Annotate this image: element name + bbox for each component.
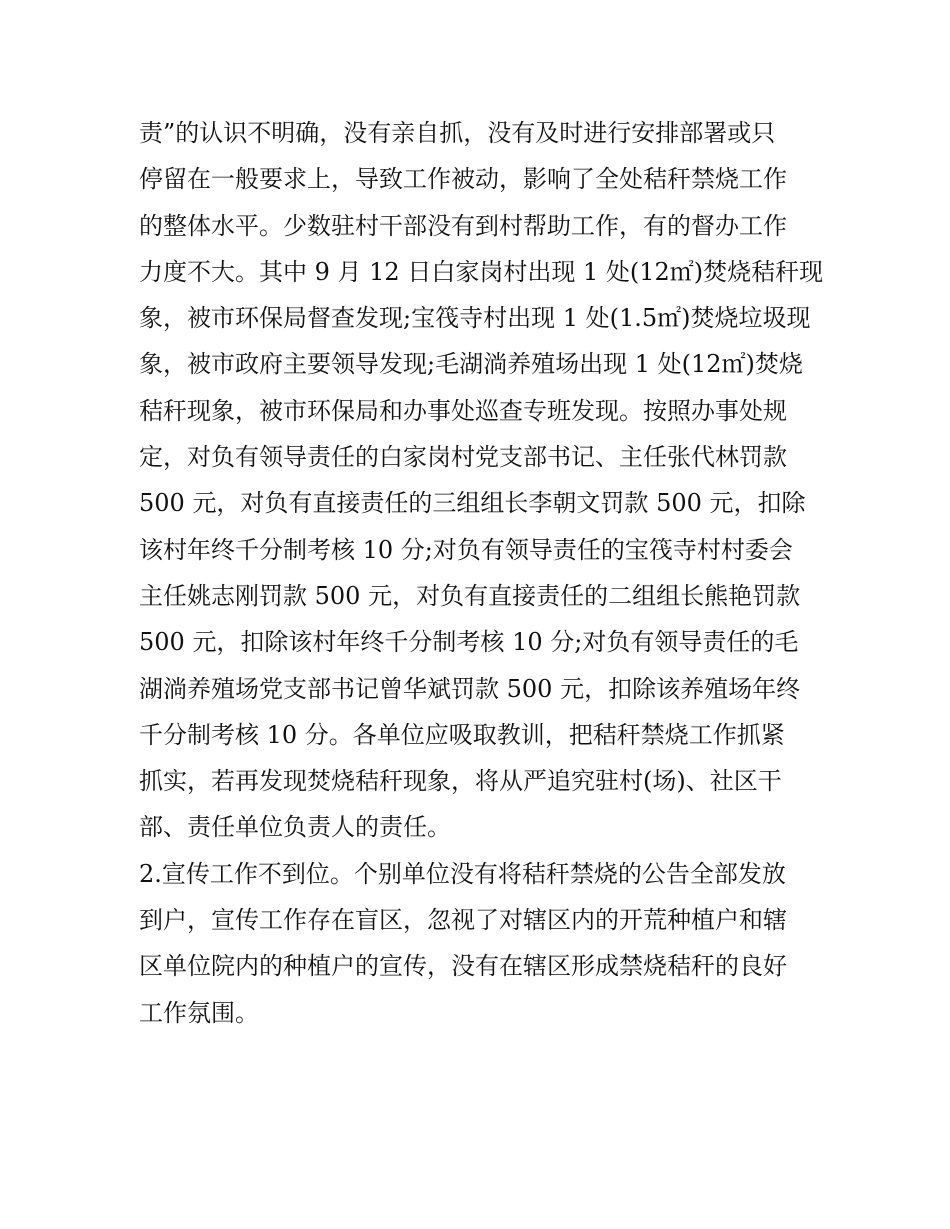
text-line: 到户，宣传工作存在盲区，忽视了对辖区内的开荒种植户和辖 [139,906,787,935]
text-line: 区单位院内的种植户的宣传，没有在辖区形成禁烧秸秆的良好 [139,952,787,981]
text-line: 500 元，扣除该村年终千分制考核 10 分;对负有领导责任的毛 [139,628,799,657]
text-line: 该村年终千分制考核 10 分;对负有领导责任的宝筏寺村村委会 [139,535,793,564]
text-line: 停留在一般要求上，导致工作被动，影响了全处秸秆禁烧工作 [139,165,787,194]
text-line: 象，被市环保局督查发现;宝筏寺村出现 1 处(1.5㎡)焚烧垃圾现 [139,304,811,333]
text-line: 象，被市政府主要领导发现;毛湖淌养殖场出现 1 处(12㎡)焚烧 [139,350,803,379]
text-line: 的整体水平。少数驻村干部没有到村帮助工作，有的督办工作 [139,211,787,240]
paragraph-publicity [139,851,819,1036]
text-line: 部、责任单位负责人的责任。 [139,813,451,842]
text-line: 主任姚志刚罚款 500 元，对负有直接责任的二组组长熊艳罚款 [139,581,801,610]
paragraph-accountability [139,110,824,851]
text-line: 力度不大。其中 9 月 12 日白家岗村出现 1 处(12㎡)焚烧秸秆现 [139,257,824,286]
text-line: 责”的认识不明确，没有亲自抓，没有及时进行安排部署或只 [139,119,776,147]
text-line: 抓实，若再发现焚烧秸秆现象，将从严追究驻村(场)、社区干 [139,767,782,796]
text-line: 秸秆现象，被市环保局和办事处巡查专班发现。按照办事处规 [139,396,787,425]
text-line: 定，对负有领导责任的白家岗村党支部书记、主任张代林罚款 [139,443,787,472]
text-line: 湖淌养殖场党支部书记曾华斌罚款 500 元，扣除该养殖场年终 [139,674,801,703]
text-line: 2.宣传工作不到位。个别单位没有将秸秆禁烧的公告全部发放 [139,859,786,888]
document-body [139,110,824,1036]
text-line: 千分制考核 10 分。各单位应吸取教训，把秸秆禁烧工作抓紧 [139,720,785,749]
text-line: 工作氛围。 [139,998,259,1027]
text-line: 500 元，对负有直接责任的三组组长李朝文罚款 500 元，扣除 [139,489,806,518]
